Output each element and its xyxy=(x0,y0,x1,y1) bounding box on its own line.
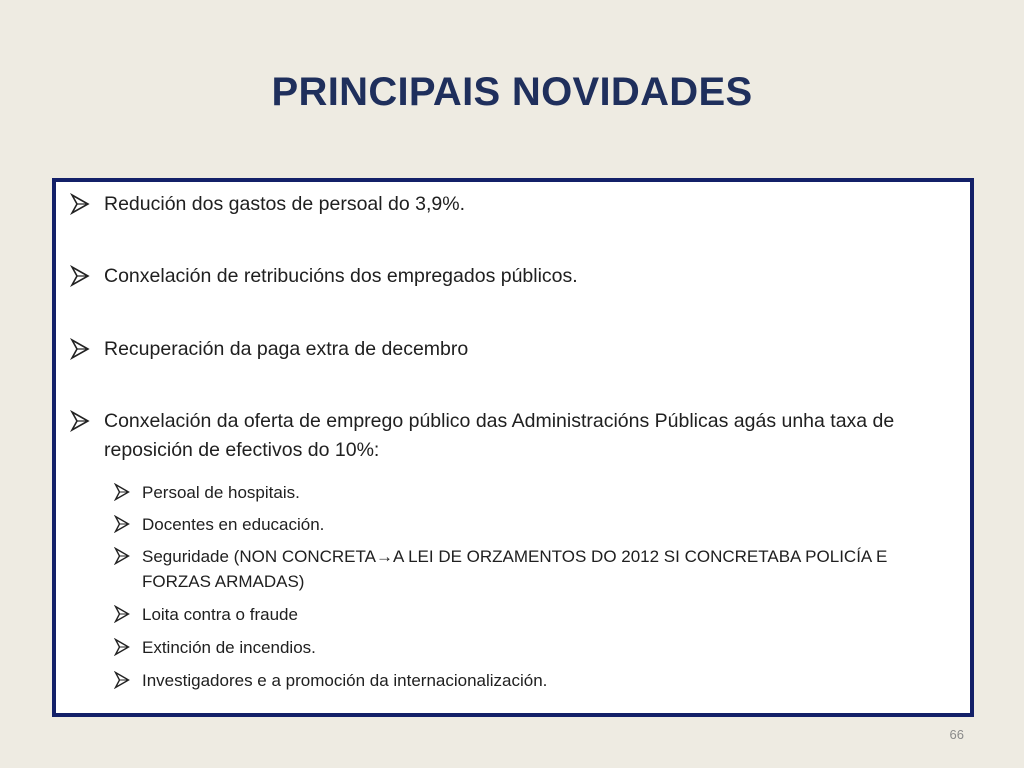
sub-bullet-item xyxy=(114,480,956,505)
sub-bullet-item xyxy=(114,668,956,693)
bullet-item xyxy=(70,262,956,291)
arrowhead-bullet-icon xyxy=(114,515,130,533)
arrowhead-bullet-icon xyxy=(70,265,90,287)
sub-bullet-item xyxy=(114,635,956,660)
sub-bullet-item xyxy=(114,512,956,537)
arrowhead-bullet-icon xyxy=(114,483,130,501)
sub-bullet-text: Extinción de incendios. xyxy=(142,638,316,657)
arrowhead-bullet-icon xyxy=(70,410,90,432)
bullet-text: Recuperación da paga extra de decembro xyxy=(104,338,469,360)
arrowhead-bullet-icon xyxy=(114,605,130,623)
bullet-text: Redución dos gastos de persoal do 3,9%. xyxy=(104,193,465,215)
sub-bullet-text: Persoal de hospitais. xyxy=(142,483,300,502)
bullet-item xyxy=(70,190,956,219)
arrowhead-bullet-icon xyxy=(70,338,90,360)
content-box xyxy=(52,178,974,717)
sub-bullet-item xyxy=(114,544,956,594)
arrowhead-bullet-icon xyxy=(114,638,130,656)
sub-bullet-item xyxy=(114,602,956,627)
bullet-text: Conxelación da oferta de emprego público das Administracións Públicas agás unha taxa de reposición de efectivos do 10%: xyxy=(104,410,895,461)
sub-bullet-text: Investigadores e a promoción da internacionalización. xyxy=(142,671,548,690)
arrowhead-bullet-icon xyxy=(114,671,130,689)
page-number: 66 xyxy=(949,727,964,742)
slide-title: PRINCIPAIS NOVIDADES xyxy=(271,70,753,114)
sub-bullet-text: Loita contra o fraude xyxy=(142,605,298,624)
bullet-text: Conxelación de retribucións dos empregados públicos. xyxy=(104,265,578,287)
arrowhead-bullet-icon xyxy=(114,547,130,565)
bullet-item xyxy=(70,335,956,364)
arrowhead-bullet-icon xyxy=(70,193,90,215)
sub-bullet-text: Docentes en educación. xyxy=(142,515,325,534)
bullet-item xyxy=(70,407,956,465)
sub-bullet-text: Seguridade (NON CONCRETA→A LEI DE ORZAMENTOS DO 2012 SI CONCRETABA POLICÍA E FORZAS ARMADAS) xyxy=(142,547,888,591)
